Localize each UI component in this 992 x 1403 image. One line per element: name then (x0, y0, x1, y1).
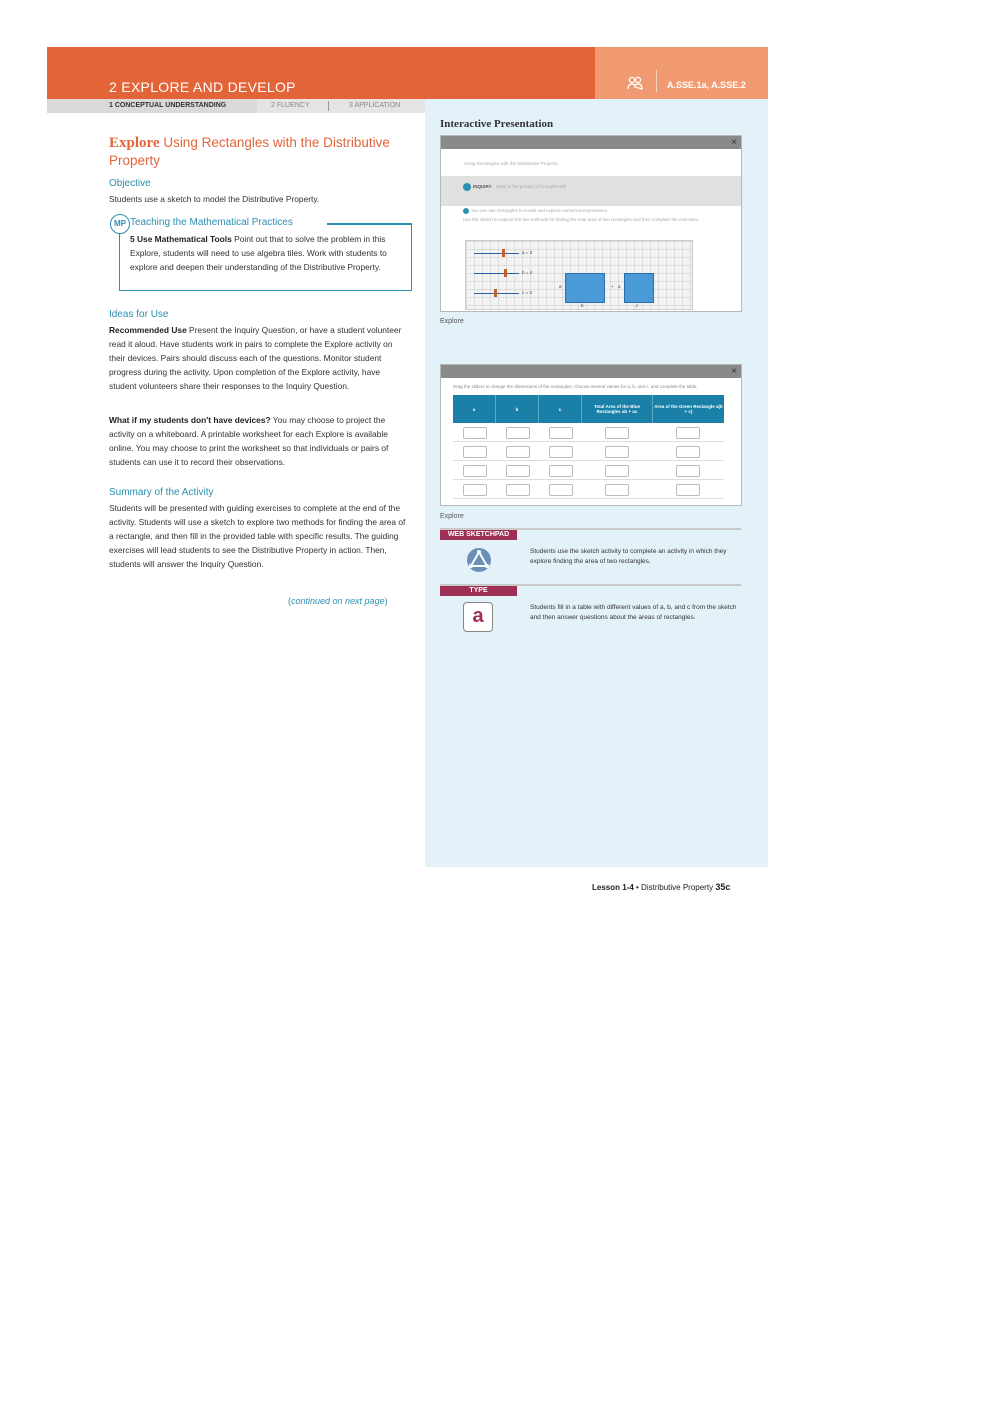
tab-fluency: 2 FLUENCY (271, 102, 310, 109)
mp-icon: MP (110, 214, 130, 234)
table-input[interactable] (605, 427, 629, 439)
inquiry-icon (463, 183, 471, 191)
explore-title (109, 134, 409, 169)
standards-label: A.SSE.1a, A.SSE.2 (667, 80, 746, 90)
plus-sign: + (611, 284, 614, 289)
table-input[interactable] (605, 484, 629, 496)
screenshot-titlebar (441, 136, 741, 149)
table-input[interactable] (549, 465, 573, 477)
table-input[interactable] (506, 446, 530, 458)
recommended-use-bold: Recommended Use (109, 325, 187, 335)
interactive-presentation-title: Interactive Presentation (440, 118, 554, 130)
no-devices-bold: What if my students don't have devices? (109, 415, 271, 425)
type-tag: TYPE (440, 586, 517, 596)
table-header (453, 395, 724, 423)
slider-b-handle[interactable] (504, 269, 507, 277)
table-input[interactable] (676, 427, 700, 439)
dim-a-right: a (618, 284, 621, 289)
explore-title-bold: Explore (109, 135, 160, 151)
web-sketchpad-text: Students use the sketch activity to complete an activity in which they explore finding the area of two rectangles. (530, 548, 727, 565)
continued-note: (continued on next page) (288, 596, 388, 606)
type-icon (463, 602, 493, 632)
table-instructions: Drag the sliders to change the dimensions of the rectangles. Choose several values for a, b, and c, and complete the table. (453, 384, 698, 389)
web-sketchpad-icon (465, 546, 493, 574)
web-sketchpad-tag: WEB SKETCHPAD (440, 530, 517, 540)
table-input[interactable] (676, 484, 700, 496)
col-a: a (453, 395, 496, 423)
header-divider (656, 70, 657, 92)
page-footer (592, 882, 730, 892)
table-input[interactable] (676, 446, 700, 458)
tab-application: 3 APPLICATION (349, 102, 401, 109)
type-icon-letter: a (472, 605, 484, 627)
recommended-use-body: Present the Inquiry Question, or have a student volunteer read it aloud. Have students work in pairs to complete the Explore activity on their devices. Pairs should discuss each of the questions. Monitor student progress during the activity. Upon completion of the Explore activity, have student volunteers share their responses to the Inquiry Question. (109, 325, 402, 391)
screenshot-titlebar (441, 365, 741, 378)
close-icon[interactable]: × (731, 137, 737, 148)
dim-a-left: a (559, 284, 562, 289)
blue-rectangle-ac (624, 273, 654, 303)
slider-b-label: b = 4 (522, 270, 533, 275)
table-input[interactable] (605, 446, 629, 458)
recommended-use-text (109, 323, 409, 393)
ideas-heading: Ideas for Use (109, 309, 169, 320)
people-icon (627, 76, 643, 90)
summary-text: Students will be presented with guiding exercises to complete at the end of the activity. Students will use a sketch to explore two methods for finding the area of a rectangle, and then fill in the provided table with specific results. The guiding exercises will lead students to see the Distributive Property in action. Then, students will answer the Inquiry Question. (109, 503, 406, 569)
footer-page-number: 35c (715, 882, 731, 892)
footer-topic: Distributive Property (641, 883, 714, 892)
instruction-icon (463, 208, 469, 214)
slider-a-track (474, 253, 519, 254)
no-devices-body: You may choose to project the activity on a whiteboard. A printable worksheet for each Explore is available online. You may choose to print the worksheet so that individuals or pairs of students can use it to record their observations. (109, 415, 389, 467)
row-divider (453, 441, 724, 442)
tab-divider (328, 101, 329, 111)
table-input[interactable] (463, 427, 487, 439)
footer-lesson: Lesson 1-4 (592, 883, 634, 892)
sketch-grid (465, 240, 693, 310)
table-input[interactable] (506, 427, 530, 439)
continued-note-text: continued on next page (291, 596, 385, 606)
mp-callout-rule (327, 223, 411, 225)
table-input[interactable] (506, 465, 530, 477)
progression-tabs (47, 99, 425, 113)
col-b: b (496, 395, 539, 423)
inquiry-label: INQUIRY (473, 184, 492, 189)
instruction-line-2: Use the sketch to explore the two methods for finding the total area of two rectangles and then complete the exercises. (463, 217, 700, 222)
objective-heading: Objective (109, 178, 151, 189)
slider-a-handle[interactable] (502, 249, 505, 257)
close-icon[interactable]: × (731, 366, 737, 377)
dim-b: b (581, 303, 584, 308)
shot2-caption: Explore (440, 513, 464, 520)
inquiry-band (441, 176, 741, 206)
objective-text: Students use a sketch to model the Distributive Property. (109, 194, 320, 204)
tab-conceptual-understanding: 1 CONCEPTUAL UNDERSTANDING (109, 102, 227, 109)
standards-header-bar (595, 47, 768, 99)
table-input[interactable] (676, 465, 700, 477)
mp-text-bold: 5 Use Mathematical Tools (130, 234, 232, 244)
inquiry-text: What is the product of a model with (496, 184, 567, 189)
mp-heading: Teaching the Mathematical Practices (130, 217, 293, 228)
table-input[interactable] (549, 446, 573, 458)
instruction-line-1: You can use rectangles to model and explore numerical expressions. (471, 208, 609, 213)
shot1-subtitle: Using Rectangles with the Distributive Property (464, 161, 558, 166)
summary-heading: Summary of the Activity (109, 487, 214, 498)
mp-text-body: Point out that to solve the problem in this Explore, students will need to use algebra tiles. Work with students to explore and deepen their understanding of the Distributive Property. (130, 234, 387, 272)
slider-c-label: c = 3 (522, 290, 532, 295)
mp-text (130, 232, 400, 274)
table-input[interactable] (549, 484, 573, 496)
type-text: Students fill in a table with different values of a, b, and c from the sketch and then answer questions about the areas of rectangles. (530, 604, 737, 621)
col-blue-area: Total Area of the Blue Rectangles ab + ac (582, 395, 653, 423)
footer-bullet: • (633, 883, 642, 892)
explore-title-rest: Using Rectangles with the Distributive Property (109, 135, 390, 168)
explore-screenshot-1 (440, 135, 742, 312)
slider-c-handle[interactable] (494, 289, 497, 297)
section-title: 2 EXPLORE AND DEVELOP (109, 79, 296, 95)
slider-a-label: a = 3 (522, 250, 533, 255)
table-input[interactable] (463, 446, 487, 458)
table-input[interactable] (506, 484, 530, 496)
blue-rectangle-ab (565, 273, 605, 303)
table-input[interactable] (463, 484, 487, 496)
table-input[interactable] (605, 465, 629, 477)
table-input[interactable] (549, 427, 573, 439)
col-c: c (539, 395, 582, 423)
row-divider (453, 460, 724, 461)
table-input[interactable] (463, 465, 487, 477)
slider-b-track (474, 273, 519, 274)
explore-screenshot-2 (440, 364, 742, 506)
no-devices-text (109, 413, 409, 469)
dim-c: c (636, 303, 639, 308)
row-divider (453, 498, 724, 499)
shot1-caption: Explore (440, 318, 464, 325)
col-green-area: Area of the Green Rectangle a(b + c) (654, 404, 723, 414)
row-divider (453, 479, 724, 480)
